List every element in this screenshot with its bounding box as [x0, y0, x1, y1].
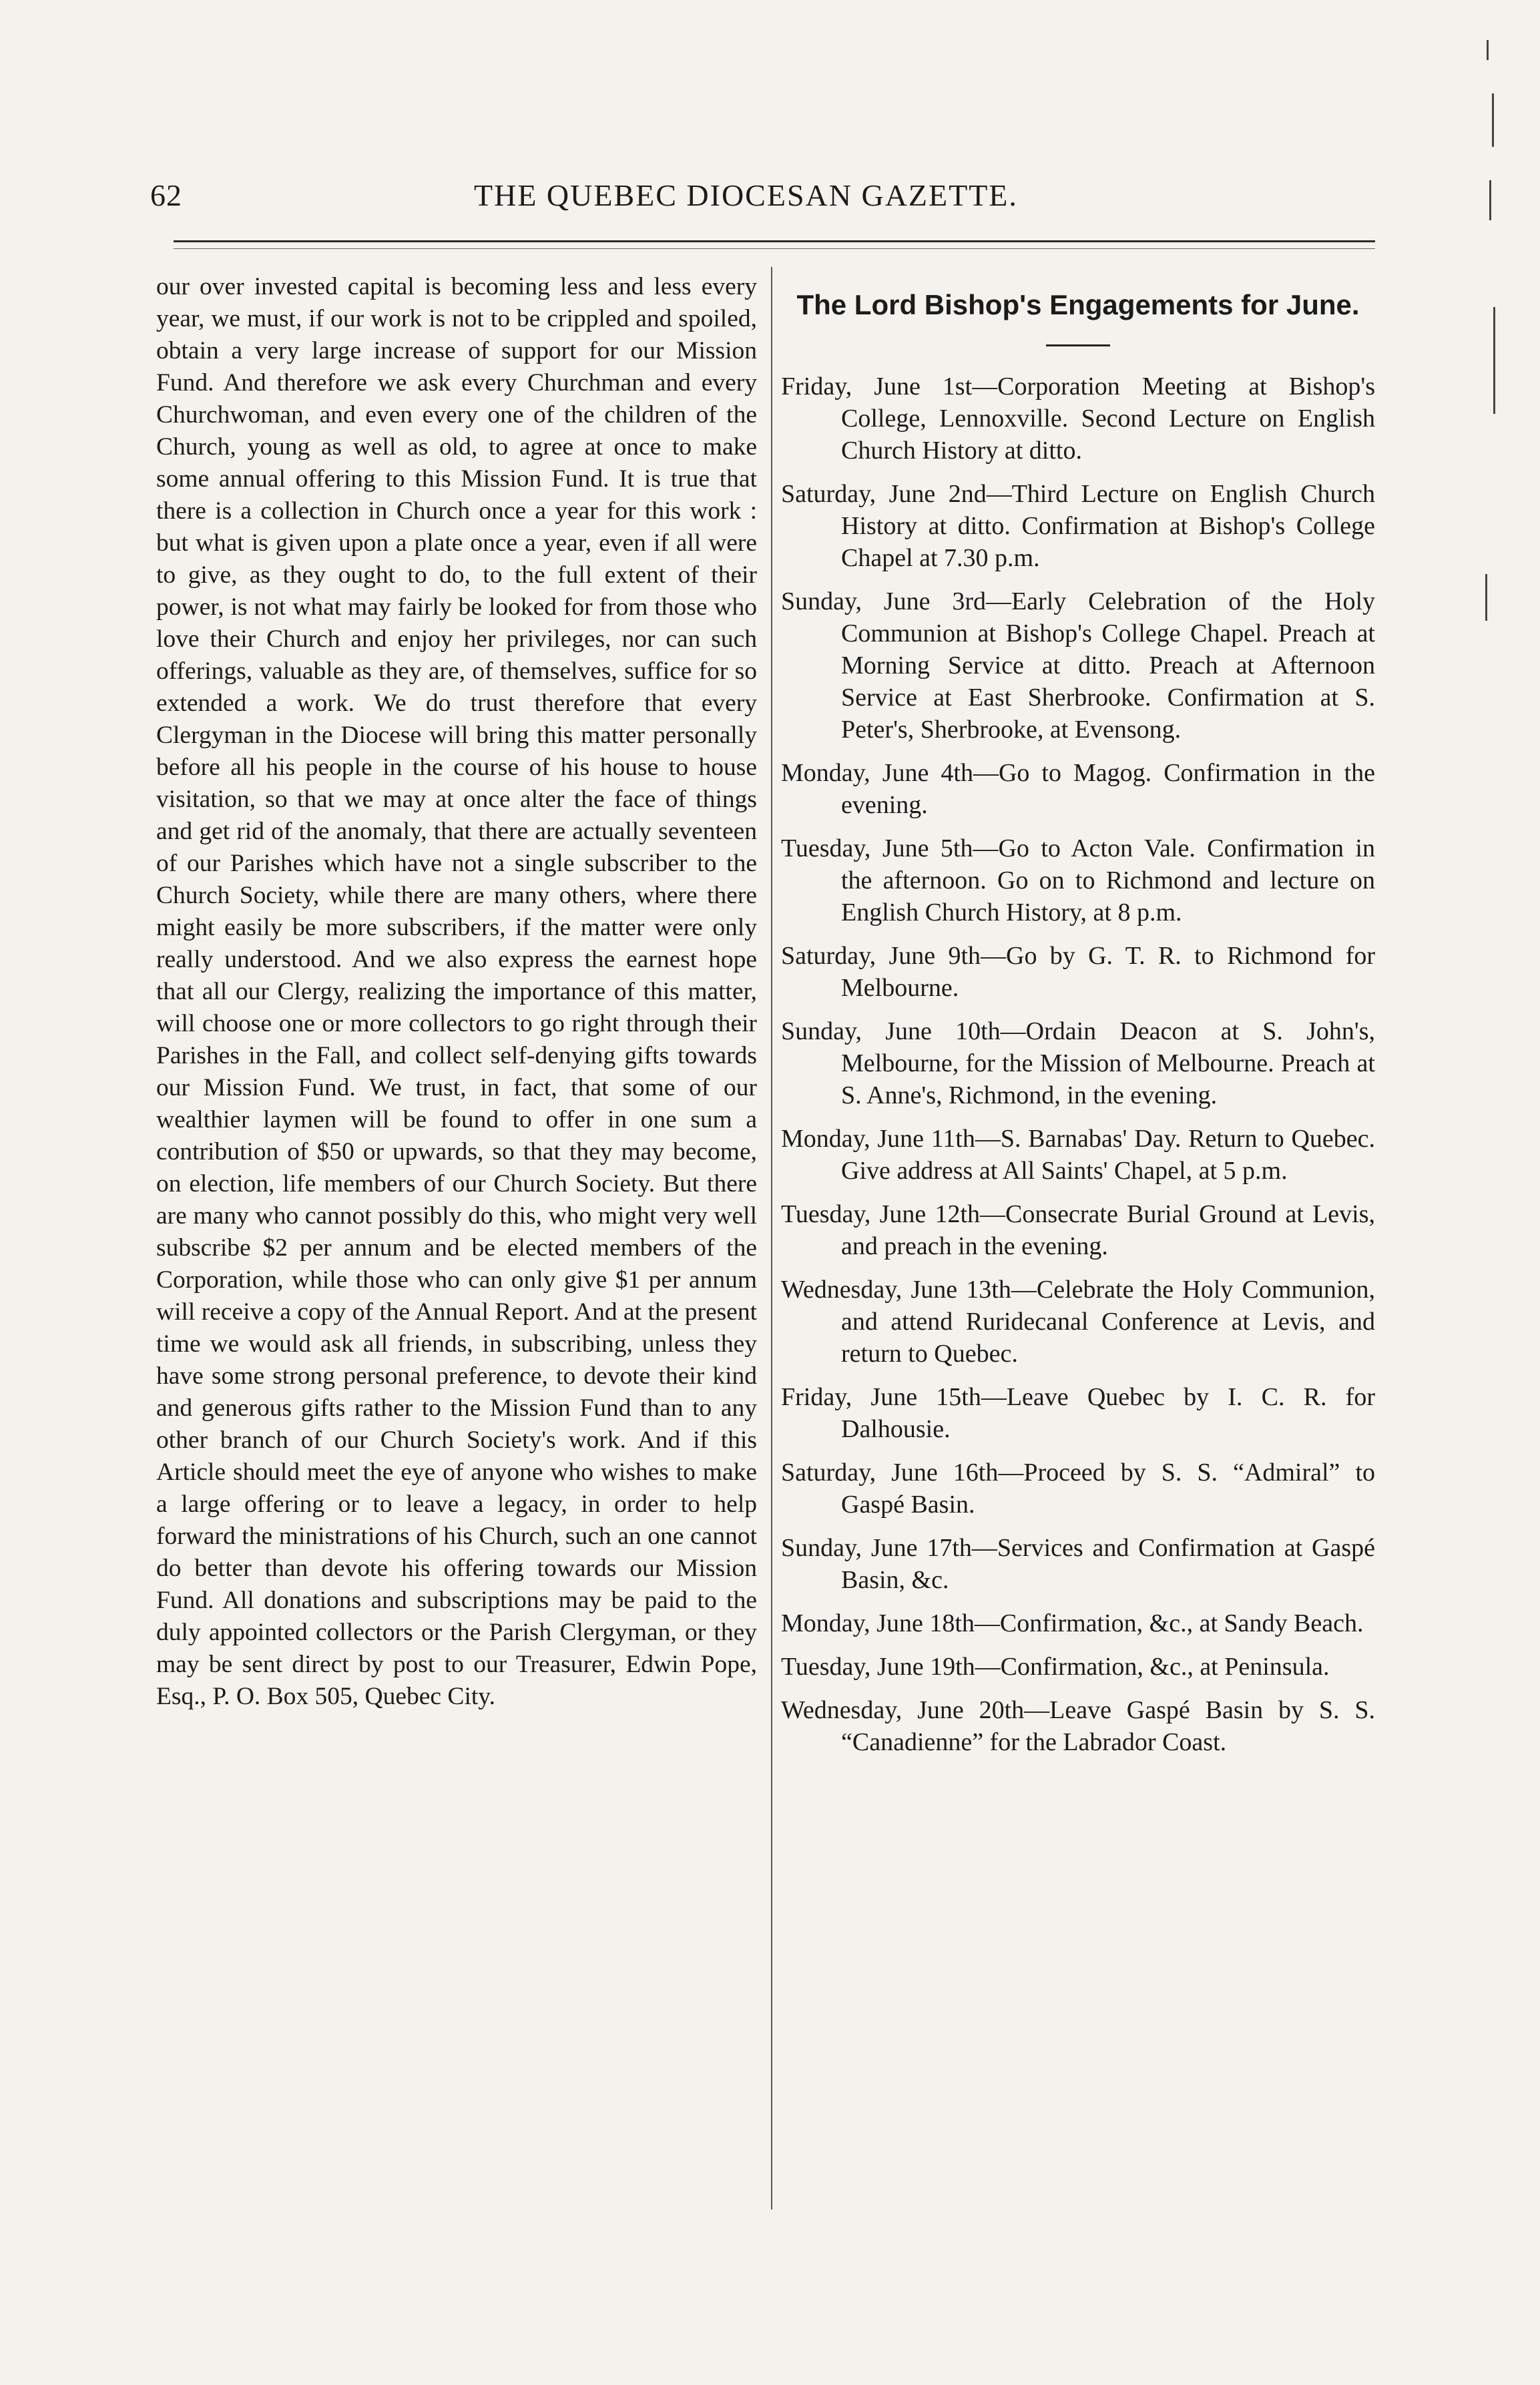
engagement-entry: Sunday, June 10th—Ordain Deacon at S. John's, Melbourne, for the Mission of Melbourne. Preach at S. Anne's, Richmond, in the evening.	[781, 1017, 1375, 1109]
engagement-entry: Tuesday, June 5th—Go to Acton Vale. Confirmation in the afternoon. Go on to Richmond and lecture on English Church History, at 8 p.m.	[781, 834, 1375, 926]
engagement-entry: Tuesday, June 12th—Consecrate Burial Ground at Levis, and preach in the evening.	[781, 1200, 1375, 1260]
page-header	[150, 178, 1372, 224]
engagement-entry: Sunday, June 3rd—Early Celebration of the Holy Communion at Bishop's College Chapel. Preach at Morning Service at ditto. Preach at Afternoon Service at East Sherbrooke. Confirmation at S. Peter's, Sherbrooke, at Evensong.	[781, 587, 1375, 744]
scan-edge-marks	[1473, 27, 1513, 694]
header-rule	[174, 240, 1375, 242]
engagement-entry: Friday, June 1st—Corporation Meeting at Bishop's College, Lennoxville. Second Lecture on English Church History at ditto.	[781, 372, 1375, 465]
header-rule-thin	[174, 248, 1375, 249]
scan-mark	[1492, 93, 1494, 147]
engagement-entry: Sunday, June 17th—Services and Confirmation at Gaspé Basin, &c.	[781, 1534, 1375, 1594]
engagement-entry: Monday, June 4th—Go to Magog. Confirmation in the evening.	[781, 759, 1375, 819]
engagement-entry: Saturday, June 2nd—Third Lecture on English Church History at ditto. Confirmation at Bishop's College Chapel at 7.30 p.m.	[781, 480, 1375, 572]
engagement-entry: Saturday, June 16th—Proceed by S. S. “Admiral” to Gaspé Basin.	[781, 1459, 1375, 1519]
scan-mark	[1489, 180, 1491, 220]
mission-fund-article: our over invested capital is becoming less and less every year, we must, if our work is not to be crippled and spoiled, obtain a very large increase of support for our Mission Fund. And therefore we ask every Churchman and every Churchwoman, and even every one of the children of the Church, young as well as old, to agree at once to make some annual offering to this Mission Fund. It is true that there is a collection in Church once a year for this work : but what is given upon a plate once a year, even if all were to give, as they ought to do, to the full extent of their power, is not what may fairly be looked for from those who love their Church and enjoy her privileges, nor can such offerings, valuable as they are, of themselves, suffice for so extended a work. We do trust therefore that every Clergyman in the Diocese will bring this matter personally before all his people in the course of his house to house visitation, so that we may at once alter the face of things and get rid of the anomaly, that there are actually seventeen of our Parishes which have not a single subscriber to the Church Society, while there are many others, where there might easily be more subscribers, if the matter were only really understood. And we also express the earnest hope that all our Clergy, realizing the importance of this matter, will choose one or more collectors to go right through their Parishes in the Fall, and collect self-denying gifts towards our Mission Fund. We trust, in fact, that some of our wealthier laymen will be found to offer in one sum a contribution of $50 or upwards, so that they may become, on election, life members of our Church Society. But there are many who cannot possibly do this, who might very well subscribe $2 per annum and be elected members of the Corporation, while those who can only give $1 per annum will receive a copy of the Annual Report. And at the present time we would ask all friends, in subscribing, unless they have some strong personal preference, to devote their kind and generous gifts rather to the Mission Fund than to any other branch of our Church Society's work. And if this Article should meet the eye of anyone who wishes to make a large offering or to leave a legacy, in order to help forward the ministrations of his Church, such an one cannot do better than devote his offering towards our Mission Fund. All donations and subscriptions may be paid to the duly appointed collectors or the Parish Clergyman, or they may be sent direct by post to our Treasurer, Edwin Pope, Esq., P. O. Box 505, Quebec City.	[156, 273, 757, 1710]
engagement-entry: Saturday, June 9th—Go by G. T. R. to Richmond for Melbourne.	[781, 942, 1375, 1002]
scan-mark	[1485, 574, 1487, 621]
left-column	[156, 271, 757, 1713]
running-title: THE QUEBEC DIOCESAN GAZETTE.	[474, 178, 1018, 212]
engagement-entry: Monday, June 11th—S. Barnabas' Day. Return to Quebec. Give address at All Saints' Chapel, at 5 p.m.	[781, 1125, 1375, 1185]
engagements-heading: The Lord Bishop's Engagements for June.	[796, 289, 1360, 320]
engagement-entry: Wednesday, June 13th—Celebrate the Holy Communion, and attend Ruridecanal Conference at Levis, and return to Quebec.	[781, 1276, 1375, 1368]
heading-rule	[1046, 344, 1110, 346]
scan-mark	[1493, 307, 1495, 414]
right-column	[781, 288, 1375, 1770]
column-divider	[771, 267, 772, 2209]
engagement-entry: Monday, June 18th—Confirmation, &c., at Sandy Beach.	[781, 1609, 1364, 1637]
engagement-entry: Friday, June 15th—Leave Quebec by I. C. R. for Dalhousie.	[781, 1383, 1375, 1443]
page-number: 62	[150, 178, 182, 212]
scan-mark	[1487, 40, 1489, 60]
engagement-entry: Tuesday, June 19th—Confirmation, &c., at Peninsula.	[781, 1653, 1330, 1681]
engagement-entry: Wednesday, June 20th—Leave Gaspé Basin by S. S. “Canadienne” for the Labrador Coast.	[781, 1696, 1375, 1756]
